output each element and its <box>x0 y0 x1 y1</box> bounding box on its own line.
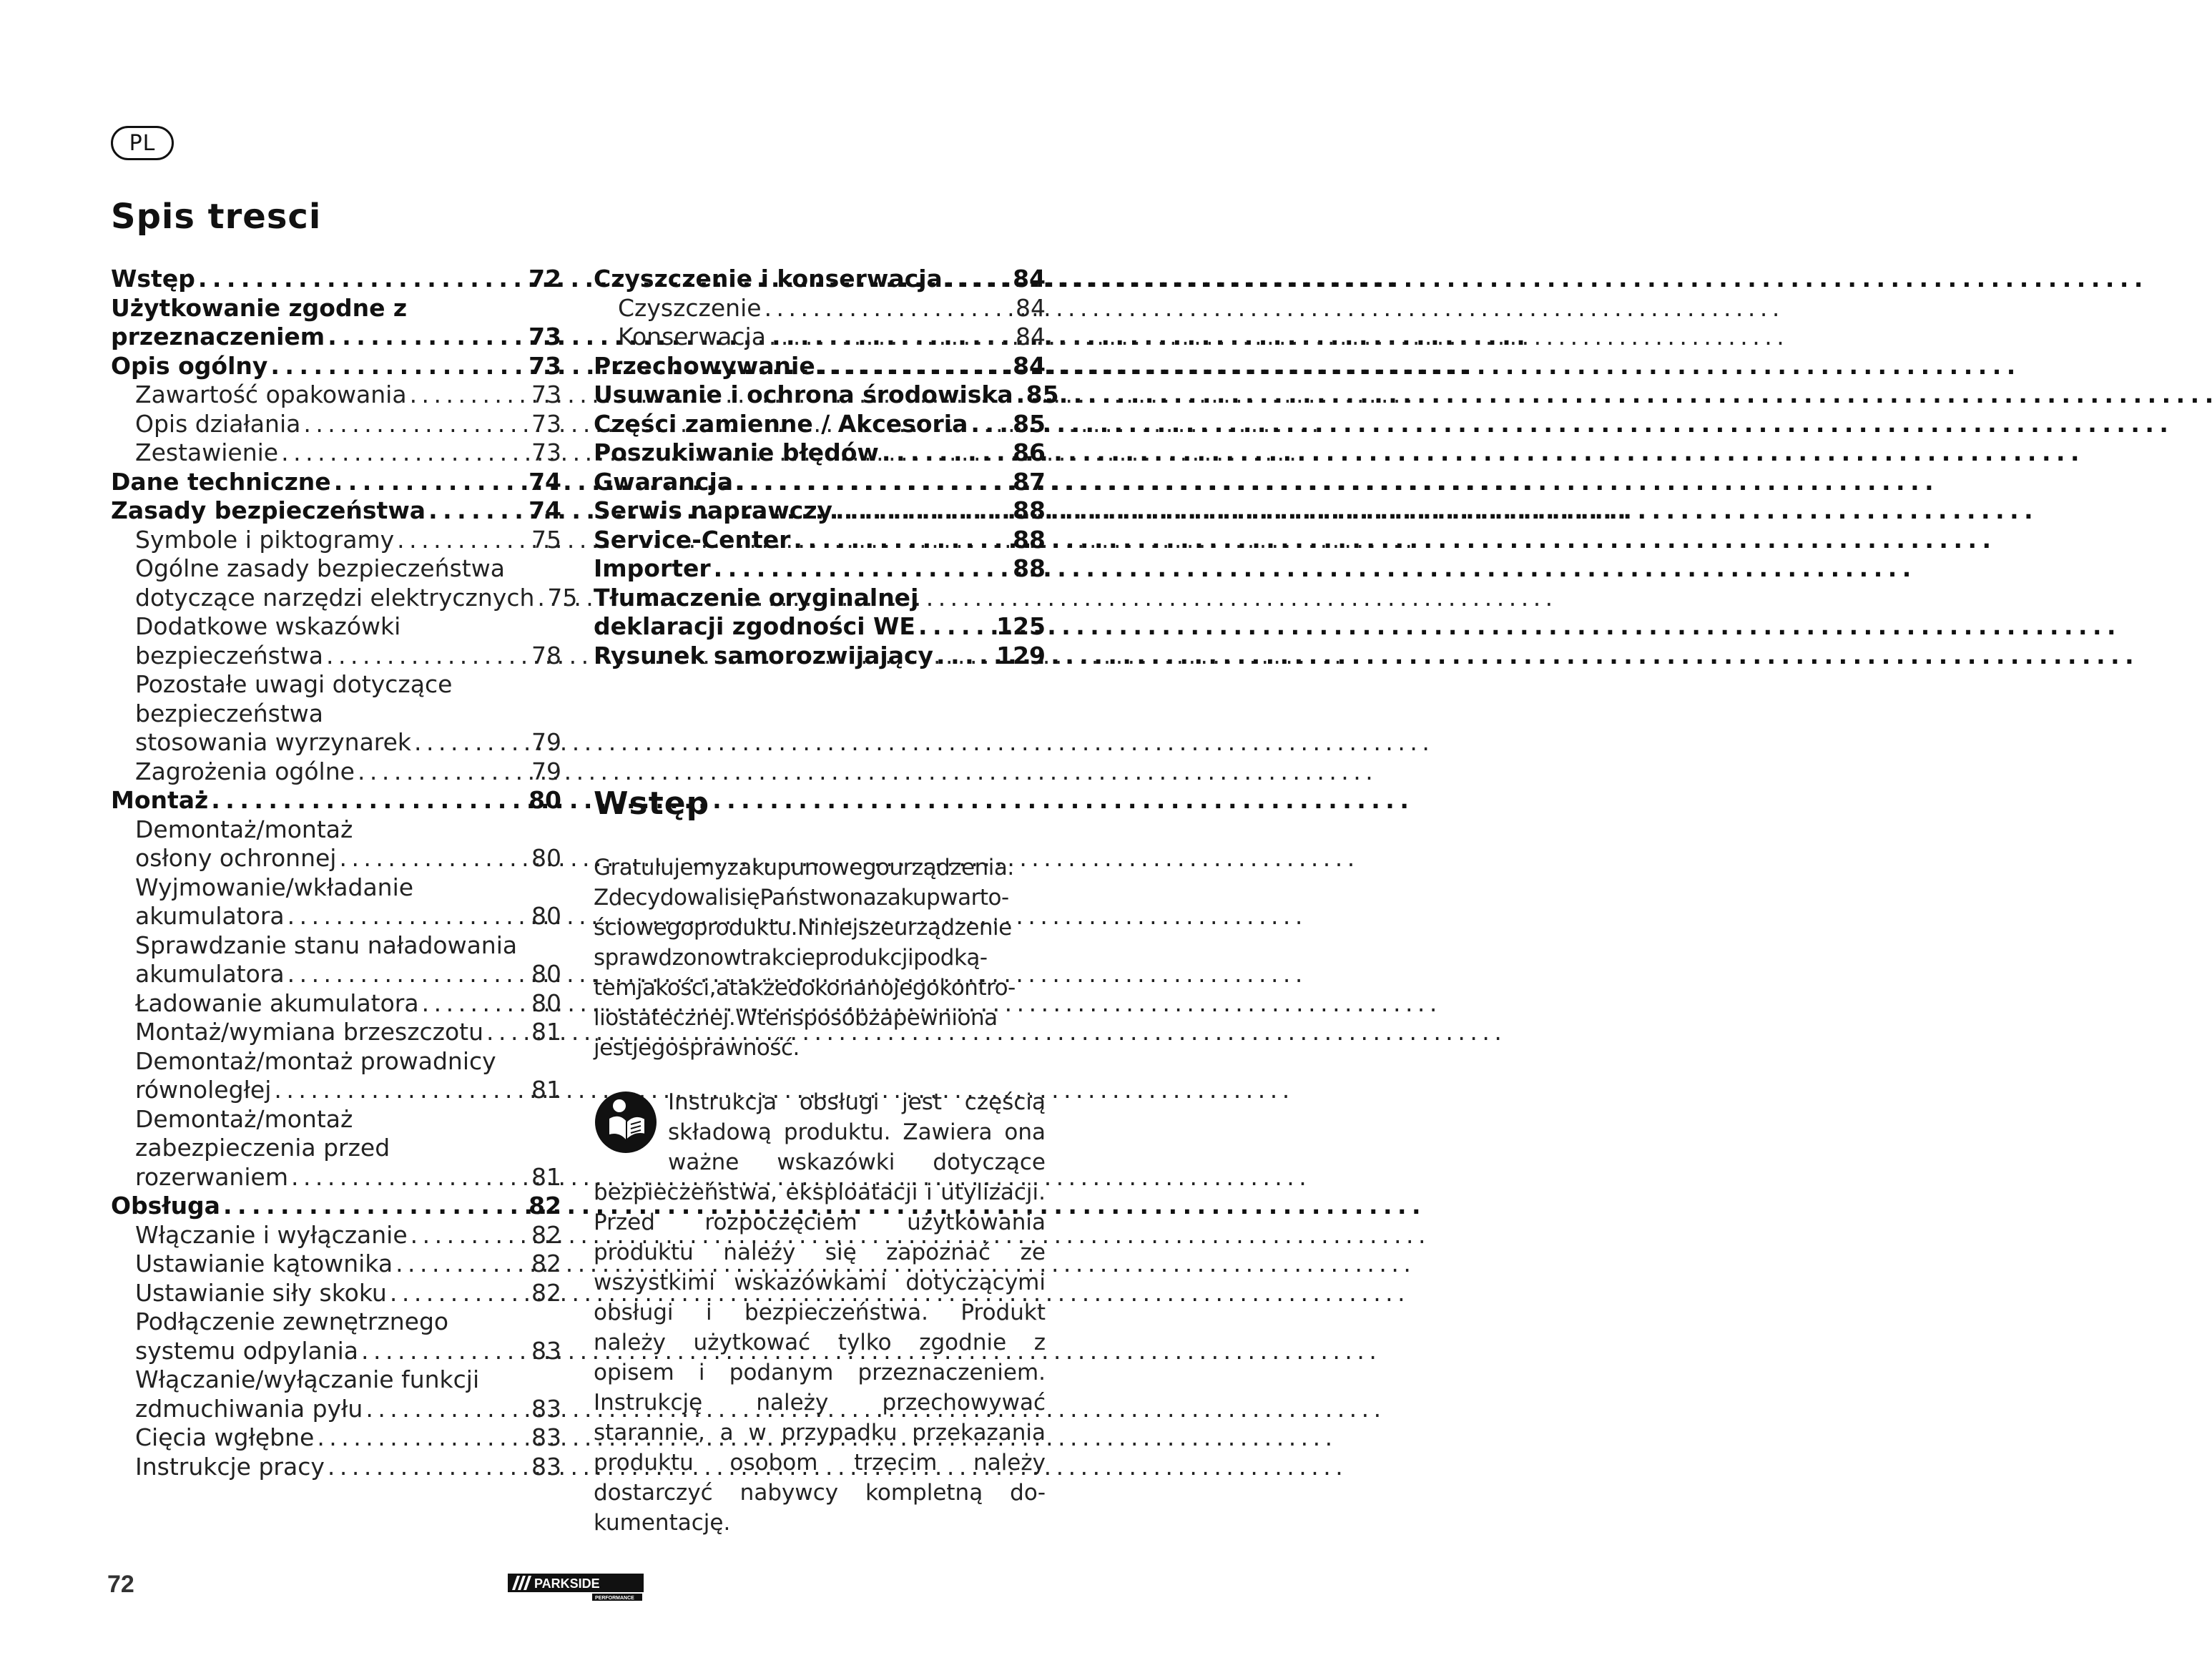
toc-entry-prowadnica-line[interactable]: Demontaż/montaż prowadnicy <box>135 1046 496 1075</box>
toc-entry-importer[interactable]: Importer . . . 88 <box>594 554 1046 584</box>
intro-heading: Wstęp <box>594 785 710 822</box>
toc-entry-pozostale-line2[interactable]: bezpieczeństwa <box>135 699 324 727</box>
toc-entry-usuwanie[interactable]: Usuwanie i ochrona środowiska . . . 85 <box>594 381 1046 410</box>
toc-entry-uzytkowanie-line[interactable]: Użytkowanie zgodne z <box>111 293 408 322</box>
note-text: Instrukcja obsługi jest częścią składową produktu. Zawiera ona ważne wskazówki dotyczące bezpieczeństwa, eksploatacji i utylizacji. Przed rozpoczęciem użytkowania produktu należy się zapoznać ze wszystkimi wskazówkami dotyczącymi obsługi i bezpieczeństwa. Produkt należy użytkować tylko zgodnie z opisem i podanym przeznaczeniem. Instrukcję należy przechowywać starannie, a w przypadku przekazania produktu osobom trzecim należy dostarczyć nabywcy kompletną dokumentację. <box>594 1089 1046 1536</box>
toc-entry-przechowywanie[interactable]: Przechowywanie . . . 84 <box>594 352 1046 381</box>
toc-entry-czyszczenie-konserwacja[interactable]: Czyszczenie i konserwacja . . . 84 <box>594 265 1046 294</box>
toc-entry-konserwacja[interactable]: Konserwacja . . . 84 <box>594 323 1046 352</box>
toc-entry-zabezpieczenie-line1[interactable]: Demontaż/montaż <box>135 1104 353 1133</box>
intro-paragraph: Gratulujemyzakupunowegourządzenia. ZdecydowalisięPaństwonazakupwartościowegoproduktu.Niniejszeurządzenie sprawdzonowtrakcieprodukcjipodkątemjakości,atakżedokonanojegokontroliostatecznej.Wtensposóbzapewniona jestjegosprawność. <box>594 855 1016 1061</box>
toc-entry-zdmuchiwanie[interactable]: zdmuchiwania pyłu . . . 83 <box>111 1395 561 1424</box>
language-badge: PL <box>111 126 174 160</box>
brand-logo <box>508 1574 644 1605</box>
toc-entry-oslona-line[interactable]: Demontaż/montaż <box>135 815 353 843</box>
brand-subline: PERFORMANCE <box>595 1596 634 1601</box>
toc-entry-katownik[interactable]: Ustawianie kątownika . . . 82 <box>111 1250 561 1279</box>
toc-left-column <box>111 265 578 1481</box>
toc-entry-serwis[interactable]: Serwis naprawczy . . . 88 <box>594 496 1046 526</box>
toc-entry-dodatkowe-line[interactable]: Dodatkowe wskazówki <box>135 612 401 640</box>
toc-entry-skok[interactable]: Ustawianie siły skoku . . . 82 <box>111 1279 561 1308</box>
toc-entry-service-center[interactable]: Service-Center . . . 88 <box>594 526 1046 555</box>
toc-entry-ogolne[interactable]: dotyczące narzędzi elektrycznych . . . 75 <box>111 584 561 613</box>
toc-entry-instrukcje[interactable]: Instrukcje pracy . . . 83 <box>111 1453 561 1482</box>
toc-entry-symbole[interactable]: Symbole i piktogramy . . . 75 <box>111 526 561 555</box>
toc-entry-zagrozenia[interactable]: Zagrożenia ogólne . . . 79 <box>111 757 561 787</box>
toc-entry-odpylanie-line[interactable]: Podłączenie zewnętrznego <box>135 1308 449 1335</box>
toc-entry-wyjmowanie[interactable]: akumulatora . . . 80 <box>111 902 561 931</box>
toc-entry-dane[interactable]: Dane techniczne . . . 74 <box>111 468 561 497</box>
brand-name: PARKSIDE <box>534 1576 600 1591</box>
toc-entry-zawartosc[interactable]: Zawartość opakowania . . . 73 <box>111 381 561 410</box>
toc-entry-zabezpieczenie-line2[interactable]: zabezpieczenia przed <box>135 1134 390 1162</box>
toc-entry-bledy[interactable]: Poszukiwanie błędów . . . 86 <box>594 438 1046 468</box>
toc-entry-wyjmowanie-line[interactable]: Wyjmowanie/wkładanie <box>135 873 414 901</box>
toc-entry-prowadnica[interactable]: równoległej . . . 81 <box>111 1076 561 1105</box>
toc-entry-obsluga[interactable]: Obsługa . . . 82 <box>111 1192 561 1221</box>
toc-entry-zasady[interactable]: Zasady bezpieczeństwa . . . 74 <box>111 496 561 526</box>
toc-entry-czesci[interactable]: Części zamienne / Akcesoria . . . 85 <box>594 410 1046 439</box>
toc-entry-pozostale-line1[interactable]: Pozostałe uwagi dotyczące <box>135 670 453 698</box>
toc-entry-uzytkowanie[interactable]: przeznaczeniem . . . 73 <box>111 323 561 352</box>
toc-entry-wstep[interactable]: Wstęp . . . 72 <box>111 265 561 294</box>
page-number: 72 <box>107 1571 134 1598</box>
toc-entry-zestawienie[interactable]: Zestawienie . . . 73 <box>111 438 561 468</box>
toc-entry-ogolne-line[interactable]: Ogólne zasady bezpieczeństwa <box>135 554 505 582</box>
toc-entry-sprawdzanie-line[interactable]: Sprawdzanie stanu naładowania <box>135 931 518 959</box>
toc-entry-opis[interactable]: Opis ogólny . . . 73 <box>111 352 561 381</box>
toc-entry-oslona[interactable]: osłony ochronnej . . . 80 <box>111 844 561 873</box>
toc-entry-brzeszczot[interactable]: Montaż/wymiana brzeszczotu . . . 81 <box>111 1018 561 1047</box>
toc-entry-pozostale[interactable]: stosowania wyrzynarek . . . 79 <box>111 728 561 757</box>
toc-entry-czyszczenie[interactable]: Czyszczenie . . . 84 <box>594 294 1046 323</box>
toc-entry-ciecia[interactable]: Cięcia wgłębne . . . 83 <box>111 1423 561 1453</box>
toc-entry-zdmuchiwanie-line[interactable]: Włączanie/wyłączanie funkcji <box>135 1365 480 1393</box>
page-title: Spis tresci <box>111 197 322 237</box>
toc-entry-odpylanie[interactable]: systemu odpylania . . . 83 <box>111 1337 561 1366</box>
toc-entry-gwarancja[interactable]: Gwarancja . . . 87 <box>594 468 1046 497</box>
toc-entry-sprawdzanie[interactable]: akumulatora . . . 80 <box>111 960 561 989</box>
toc-entry-opis-dzialania[interactable]: Opis działania . . . 73 <box>111 410 561 439</box>
toc-entry-dodatkowe[interactable]: bezpieczeństwa . . . 78 <box>111 642 561 671</box>
toc-entry-rysunek[interactable]: Rysunek samorozwijający . . . 129 <box>594 642 1046 671</box>
parkside-logo-icon <box>508 1574 644 1602</box>
toc-entry-wlaczanie[interactable]: Włączanie i wyłączanie . . . 82 <box>111 1221 561 1250</box>
toc-right-column <box>594 265 1059 670</box>
toc-entry-ladowanie[interactable]: Ładowanie akumulatora . . . 80 <box>111 989 561 1019</box>
toc-entry-tlumaczenie[interactable]: deklaracji zgodności WE . . . 125 <box>594 612 1046 642</box>
toc-entry-zabezpieczenie[interactable]: rozerwaniem . . . 81 <box>111 1163 561 1192</box>
manual-note <box>594 1087 1046 1538</box>
toc-entry-tlumaczenie-line[interactable]: Tłumaczenie oryginalnej <box>594 583 919 612</box>
read-manual-icon <box>594 1090 658 1154</box>
toc-entry-montaz[interactable]: Montaż . . . 80 <box>111 786 561 815</box>
